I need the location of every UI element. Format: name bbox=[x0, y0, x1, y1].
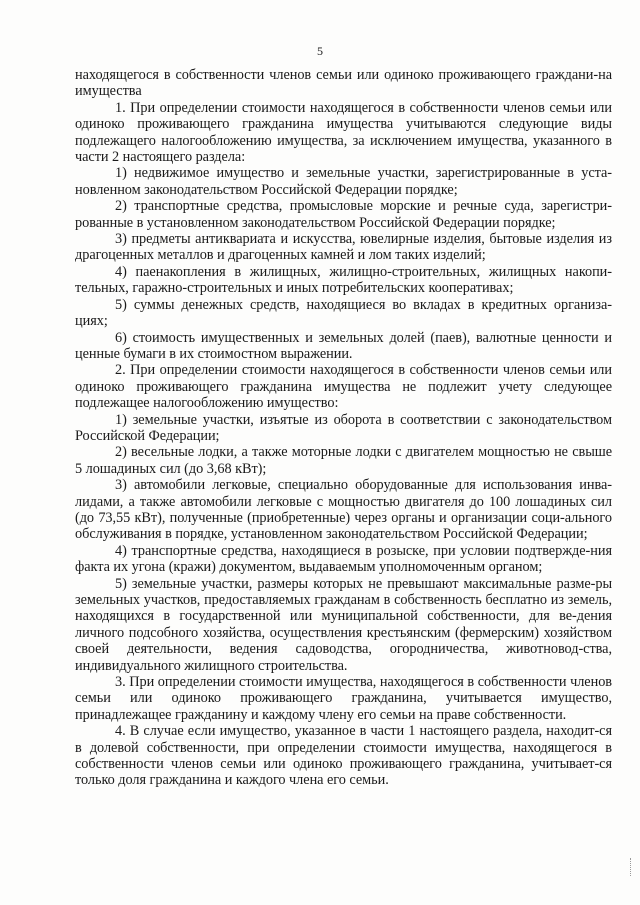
paragraph-part-4: 4. В случае если имущество, указанное в части 1 настоящего раздела, находит-ся в долевой собственности, при определении стоимости имущества, находящегося в собственности членов семьи или одиноко проживающего гражданина, учитывает-ся только доля гражданина и каждого члена его семьи. bbox=[75, 723, 612, 789]
paragraph-part-1-item-1: 1) недвижимое имущество и земельные участки, зарегистрированные в уста-новленном законодательством Российской Федерации порядке; bbox=[75, 165, 612, 198]
paragraph-part-2-item-2: 2) весельные лодки, а также моторные лодки с двигателем мощностью не свыше 5 лошадиных сил (до 3,68 кВт); bbox=[75, 444, 612, 477]
paragraph-part-1-item-2: 2) транспортные средства, промысловые морские и речные суда, зарегистри-рованные в установленном законодательством Российской Федерации порядке; bbox=[75, 198, 612, 231]
paragraph-part-1: 1. При определении стоимости находящегося в собственности членов семьи или одиноко проживающего гражданина имущества учитываются следующие виды подлежащего налогообложению имущества, за исключением имущества, указанного в части 2 настоящего раздела: bbox=[75, 99, 612, 166]
paragraph-part-2-item-5: 5) земельные участки, размеры которых не превышают максимальные разме-ры земельных участков, предоставляемых гражданам в собственность бесплатно из земель, находящихся в государственной или муниципальной собственности, для ве-дения личного подсобного хозяйства, осуществления крестьянским (фермерским) хозяйством своей деятельности, ведения садоводства, огородничества, животновод-ства, индивидуального жилищного строительства. bbox=[75, 575, 612, 674]
paragraph-part-2-item-4: 4) транспортные средства, находящиеся в розыске, при условии подтвержде-ния факта их угона (кражи) документом, выдаваемым уполномоченным органом; bbox=[75, 542, 612, 576]
paragraph-section-title-continuation: находящегося в собственности членов семьи или одиноко проживающего граждани-на имущества bbox=[75, 67, 612, 100]
paragraph-part-3: 3. При определении стоимости имущества, находящегося в собственности членов семьи или одиноко проживающего гражданина, учитывается имущество, принадлежащее гражданину и каждому члену его семьи на праве собственности. bbox=[75, 674, 612, 723]
paragraph-part-2-item-3: 3) автомобили легковые, специально оборудованные для использования инва-лидами, а также автомобили легковые с мощностью двигателя до 100 лошадиных сил (до 73,55 кВт), полученные (приобретенные) через органы и организации соци-ального обслуживания в порядке, установленном законодательством Российской Федерации; bbox=[75, 477, 612, 543]
body-text bbox=[75, 67, 612, 789]
scan-edge-mark bbox=[630, 858, 632, 876]
paragraph-part-1-item-5: 5) суммы денежных средств, находящиеся во вкладах в кредитных организа-циях; bbox=[75, 296, 612, 330]
paragraph-part-2-item-1: 1) земельные участки, изъятые из оборота в соответствии с законодательством Российской Федерации; bbox=[75, 411, 612, 444]
paragraph-part-1-item-3: 3) предметы антиквариата и искусства, ювелирные изделия, бытовые изделия из драгоценных металлов и драгоценных камней и лом таких изделий; bbox=[75, 231, 612, 264]
paragraph-part-2: 2. При определении стоимости находящегося в собственности членов семьи или одиноко проживающего гражданина имущества не подлежит учету следующее подлежащее налогообложению имущество: bbox=[75, 362, 612, 412]
page-number: 5 bbox=[317, 44, 323, 58]
paragraph-part-1-item-6: 6) стоимость имущественных и земельных долей (паев), валютные ценности и ценные бумаги в их стоимостном выражении. bbox=[75, 329, 612, 362]
paragraph-part-1-item-4: 4) паенакопления в жилищных, жилищно-строительных, жилищных накопи-тельных, гаражно-строительных и иных потребительских кооперативах; bbox=[75, 263, 612, 297]
